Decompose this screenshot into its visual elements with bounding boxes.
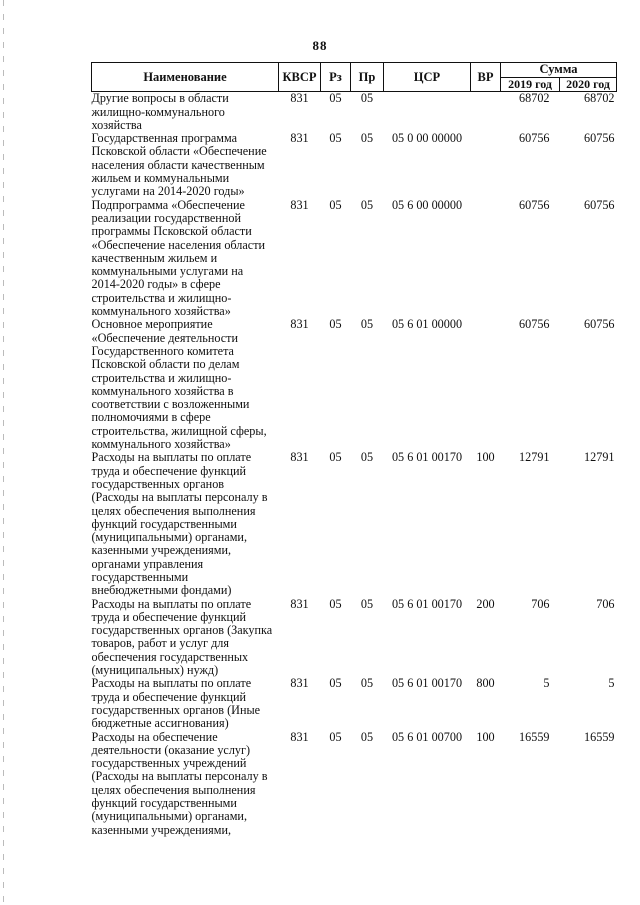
page-number: 88	[312, 38, 328, 53]
row-sum-2019: 60756	[519, 131, 550, 146]
row-csr: 05 6 00 00000	[391, 197, 463, 212]
row-kvsr: 831	[290, 91, 309, 106]
row-kvsr: 831	[290, 317, 309, 332]
header-name: Наименование	[92, 63, 279, 92]
row-sum-2019: 60756	[519, 197, 550, 212]
row-vr	[471, 318, 501, 451]
row-name: Расходы на выплаты по оплате труда и обеспечение функций государственных органов (Иные бюджетные ассигнования)	[91, 676, 261, 731]
row-sum-2020: 706	[596, 596, 615, 611]
row-pr: 05	[360, 317, 374, 332]
row-vr	[471, 199, 501, 319]
row-name: Расходы на выплаты по оплате труда и обеспечение функций государственных органов (Расходы на выплаты персоналу в целях обеспечения выполнения функций государственными (муниципальными) органами, казенными учреждениями, органами управления государственными внебюджетными фондами)	[91, 450, 268, 598]
row-sum-2020: 12791	[584, 450, 615, 465]
row-csr: 05 0 00 00000	[391, 131, 463, 146]
row-csr: 05 6 01 00170	[391, 676, 463, 691]
row-rz: 05	[329, 197, 342, 212]
row-kvsr: 831	[290, 729, 309, 744]
table-row	[92, 677, 617, 730]
row-vr: 100	[476, 729, 495, 744]
row-sum-2020: 68702	[584, 91, 615, 106]
table-body	[92, 92, 617, 837]
table-row	[92, 199, 617, 319]
row-pr: 05	[360, 596, 374, 611]
row-csr: 05 6 01 00170	[391, 450, 463, 465]
row-sum-2020: 60756	[584, 197, 615, 212]
row-vr	[471, 92, 501, 132]
header-kvsr: КВСР	[279, 63, 321, 92]
table-row	[92, 451, 617, 597]
row-kvsr: 831	[290, 596, 309, 611]
header-year-2020: 2020 год	[560, 78, 617, 92]
table-row	[92, 731, 617, 837]
row-rz: 05	[329, 91, 342, 106]
row-sum-2020: 5	[608, 676, 615, 691]
table-row	[92, 318, 617, 451]
row-vr: 100	[476, 450, 495, 465]
row-sum-2019: 60756	[519, 317, 550, 332]
row-kvsr: 831	[290, 676, 309, 691]
row-vr: 200	[476, 596, 495, 611]
row-name: Подпрограмма «Обеспечение реализации государственной программы Псковской области «Обеспечение населения области качественным жильем и коммунальными услугами на 2014-2020 годы» в сфере строительства и жилищно-коммунального хозяйства»	[91, 197, 266, 319]
table-row	[92, 598, 617, 678]
row-kvsr: 831	[290, 197, 309, 212]
header-sum: Сумма	[501, 63, 617, 78]
header-rz: Рз	[321, 63, 351, 92]
header-vr: ВР	[471, 63, 501, 92]
header-pr: Пр	[351, 63, 384, 92]
row-rz: 05	[329, 596, 342, 611]
row-name: Другие вопросы в области жилищно-коммунального хозяйства	[91, 91, 229, 132]
budget-table	[91, 62, 617, 837]
row-name: Государственная программа Псковской области «Обеспечение населения области качественным жильем и коммунальными услугами на 2014-2020 годы»	[91, 131, 267, 199]
row-sum-2020: 16559	[584, 729, 615, 744]
row-vr: 800	[476, 676, 495, 691]
row-rz: 05	[329, 317, 342, 332]
table-row	[92, 92, 617, 132]
row-rz: 05	[329, 729, 342, 744]
row-pr: 05	[360, 676, 374, 691]
row-pr: 05	[360, 197, 374, 212]
row-kvsr: 831	[290, 450, 309, 465]
row-sum-2019: 5	[543, 676, 550, 691]
row-sum-2019: 16559	[519, 729, 550, 744]
row-csr: 05 6 01 00700	[391, 729, 463, 744]
row-rz: 05	[329, 131, 342, 146]
row-kvsr: 831	[290, 131, 309, 146]
header-csr: ЦСР	[384, 63, 471, 92]
row-sum-2019: 68702	[519, 91, 550, 106]
row-name: Основное мероприятие «Обеспечение деятельности Государственного комитета Псковской области по делам строительства и жилищно-коммунального хозяйства в соответствии с возложенными полномочиями в сфере строительства, жилищной сферы, коммунального хозяйства»	[91, 317, 267, 452]
row-pr: 05	[360, 131, 374, 146]
row-sum-2020: 60756	[584, 317, 615, 332]
row-sum-2020: 60756	[584, 131, 615, 146]
row-csr: 05 6 01 00000	[391, 317, 463, 332]
row-csr	[384, 92, 471, 132]
row-vr	[471, 132, 501, 198]
row-sum-2019: 706	[531, 596, 550, 611]
row-pr: 05	[360, 450, 374, 465]
row-name: Расходы на выплаты по оплате труда и обеспечение функций государственных органов (Закупка товаров, работ и услуг для обеспечения государственных (муниципальных) нужд)	[91, 596, 273, 678]
scan-edge	[3, 0, 4, 905]
row-name: Расходы на обеспечение деятельности (оказание услуг) государственных учреждений (Расходы на выплаты персоналу в целях обеспечения выполнения функций государственными (муниципальными) органами, казенными учреждениями,	[91, 729, 268, 837]
row-rz: 05	[329, 676, 342, 691]
row-pr: 05	[360, 729, 374, 744]
table-row	[92, 132, 617, 198]
header-year-2019: 2019 год	[501, 78, 560, 92]
row-sum-2019: 12791	[519, 450, 550, 465]
row-pr: 05	[360, 91, 374, 106]
row-csr: 05 6 01 00170	[391, 596, 463, 611]
row-rz: 05	[329, 450, 342, 465]
